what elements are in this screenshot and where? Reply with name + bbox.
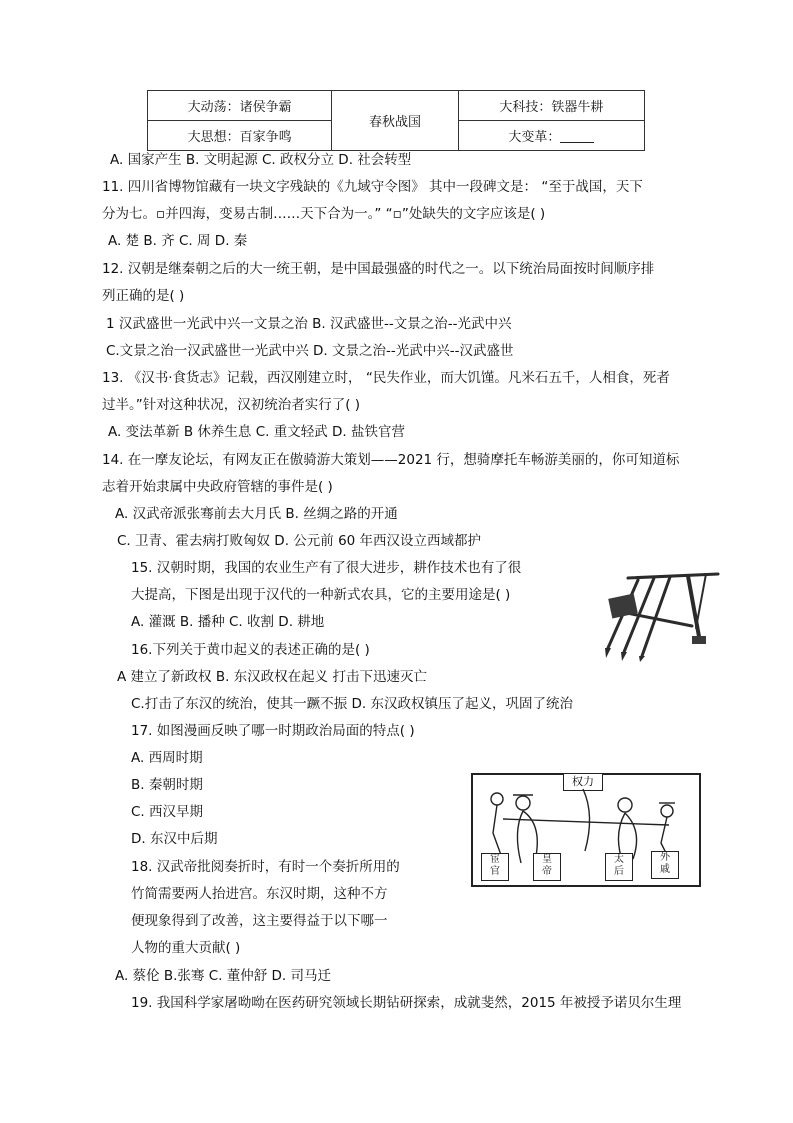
- q14-line1: 14. 在一摩友论坛，有网友正在傲骑游大策划——2021 行，想骑摩托车畅游美丽的，你可知道标: [102, 452, 680, 468]
- q16-line1: 16.下列关于黄巾起义的表述正确的是( ): [131, 642, 370, 658]
- q13-line1: 13. 《汉书·食货志》记载，西汉刚建立时， “民失作业，而大饥馑。凡米石五千，人相食，死者: [102, 370, 670, 386]
- power-label: 权力: [563, 773, 603, 791]
- q18-line3: 便现象得到了改善，这主要得益于以下哪一: [131, 913, 388, 929]
- table-cell-text: 大变革：: [508, 130, 561, 145]
- q11-line1: 11. 四川省博物馆藏有一块文字残缺的《九域守令图》 其中一段碑文是： “至于战国，天下: [102, 179, 643, 195]
- q16-option-row1: A 建立了新政权 B. 东汉政权在起义 打击下迅速灭亡: [117, 669, 427, 685]
- q19-line1: 19. 我国科学家屠呦呦在医药研究领域长期钻研探索，成就斐然，2015 年被授予诺贝尔生理: [131, 995, 682, 1011]
- q11-options: A. 楚 B. 齐 C. 周 D. 秦: [108, 233, 248, 249]
- q14-option-row1: A. 汉武帝派张骞前去大月氏 B. 丝绸之路的开通: [115, 506, 398, 522]
- q17-option-c: C. 西汉早期: [131, 804, 204, 820]
- q13-options: A. 变法革新 B 休养生息 C. 重文轻武 D. 盐铁官营: [108, 424, 405, 440]
- table-center-cell: 春秋战国: [332, 91, 458, 151]
- q17-option-b: B. 秦朝时期: [131, 777, 203, 793]
- table-cell: 大动荡：诸侯争霸: [148, 91, 332, 121]
- q12-option-row2: C.文景之治一汉武盛世一光武中兴 D. 文景之治--光武中兴--汉武盛世: [106, 343, 514, 359]
- emperor-label: 皇 帝: [533, 853, 561, 881]
- table-cell: [458, 121, 644, 151]
- q15-line2: 大提高，下图是出现于汉代的一种新式农具，它的主要用途是( ): [131, 587, 511, 603]
- power-struggle-cartoon: [471, 773, 701, 887]
- q15-options: A. 灌溉 B. 播种 C. 收割 D. 耕地: [131, 614, 325, 630]
- q10-options: A. 国家产生 B. 文明起源 C. 政权分立 D. 社会转型: [110, 152, 412, 168]
- q17-option-a: A. 西周时期: [131, 750, 203, 766]
- q14-option-row2: C. 卫青、霍去病打败匈奴 D. 公元前 60 年西汉设立西域都护: [117, 533, 482, 549]
- q12-line2: 列正确的是( ): [102, 288, 185, 304]
- q18-options: A. 蔡伦 B.张骞 C. 董仲舒 D. 司马迁: [115, 968, 331, 984]
- q18-line2: 竹简需要两人抬进宫。东汉时期，这种不方: [131, 886, 388, 902]
- table-cell: 大思想：百家争鸣: [148, 121, 332, 151]
- empress-dowager-label: 太 后: [605, 853, 633, 881]
- q18-line4: 人物的重大贡献( ): [131, 940, 241, 956]
- seed-drill-icon: [592, 566, 722, 662]
- eunuch-label: 宦 官: [481, 853, 509, 881]
- q17-line1: 17. 如图漫画反映了哪一时期政治局面的特点( ): [131, 723, 415, 739]
- q12-line1: 12. 汉朝是继秦朝之后的大一统王朝，是中国最强盛的时代之一。以下统治局面按时间顺序排: [102, 261, 655, 277]
- q11-line2: 分为七。▫并四海，变易古制……天下合为一。” “▫”处缺失的文字应该是( ): [102, 206, 546, 222]
- era-summary-table: [147, 90, 645, 151]
- consort-clan-label: 外 戚: [651, 851, 679, 879]
- q13-line2: 过半。”针对这种状况，汉初统治者实行了( ): [102, 397, 361, 413]
- q18-line1: 18. 汉武帝批阅奏折时，有时一个奏折所用的: [131, 859, 400, 875]
- table-cell: 大科技：铁器牛耕: [458, 91, 644, 121]
- q14-line2: 志着开始隶属中央政府管辖的事件是( ): [102, 479, 333, 495]
- answer-blank: [560, 128, 594, 143]
- q16-option-row2: C.打击了东汉的统治，使其一蹶不振 D. 东汉政权镇压了起义，巩固了统治: [131, 696, 573, 712]
- q15-line1: 15. 汉朝时期，我国的农业生产有了很大进步，耕作技术也有了很: [131, 560, 522, 576]
- q17-option-d: D. 东汉中后期: [131, 831, 218, 847]
- q12-option-row1: 1 汉武盛世一光武中兴一文景之治 B. 汉武盛世--文景之治--光武中兴: [106, 316, 512, 332]
